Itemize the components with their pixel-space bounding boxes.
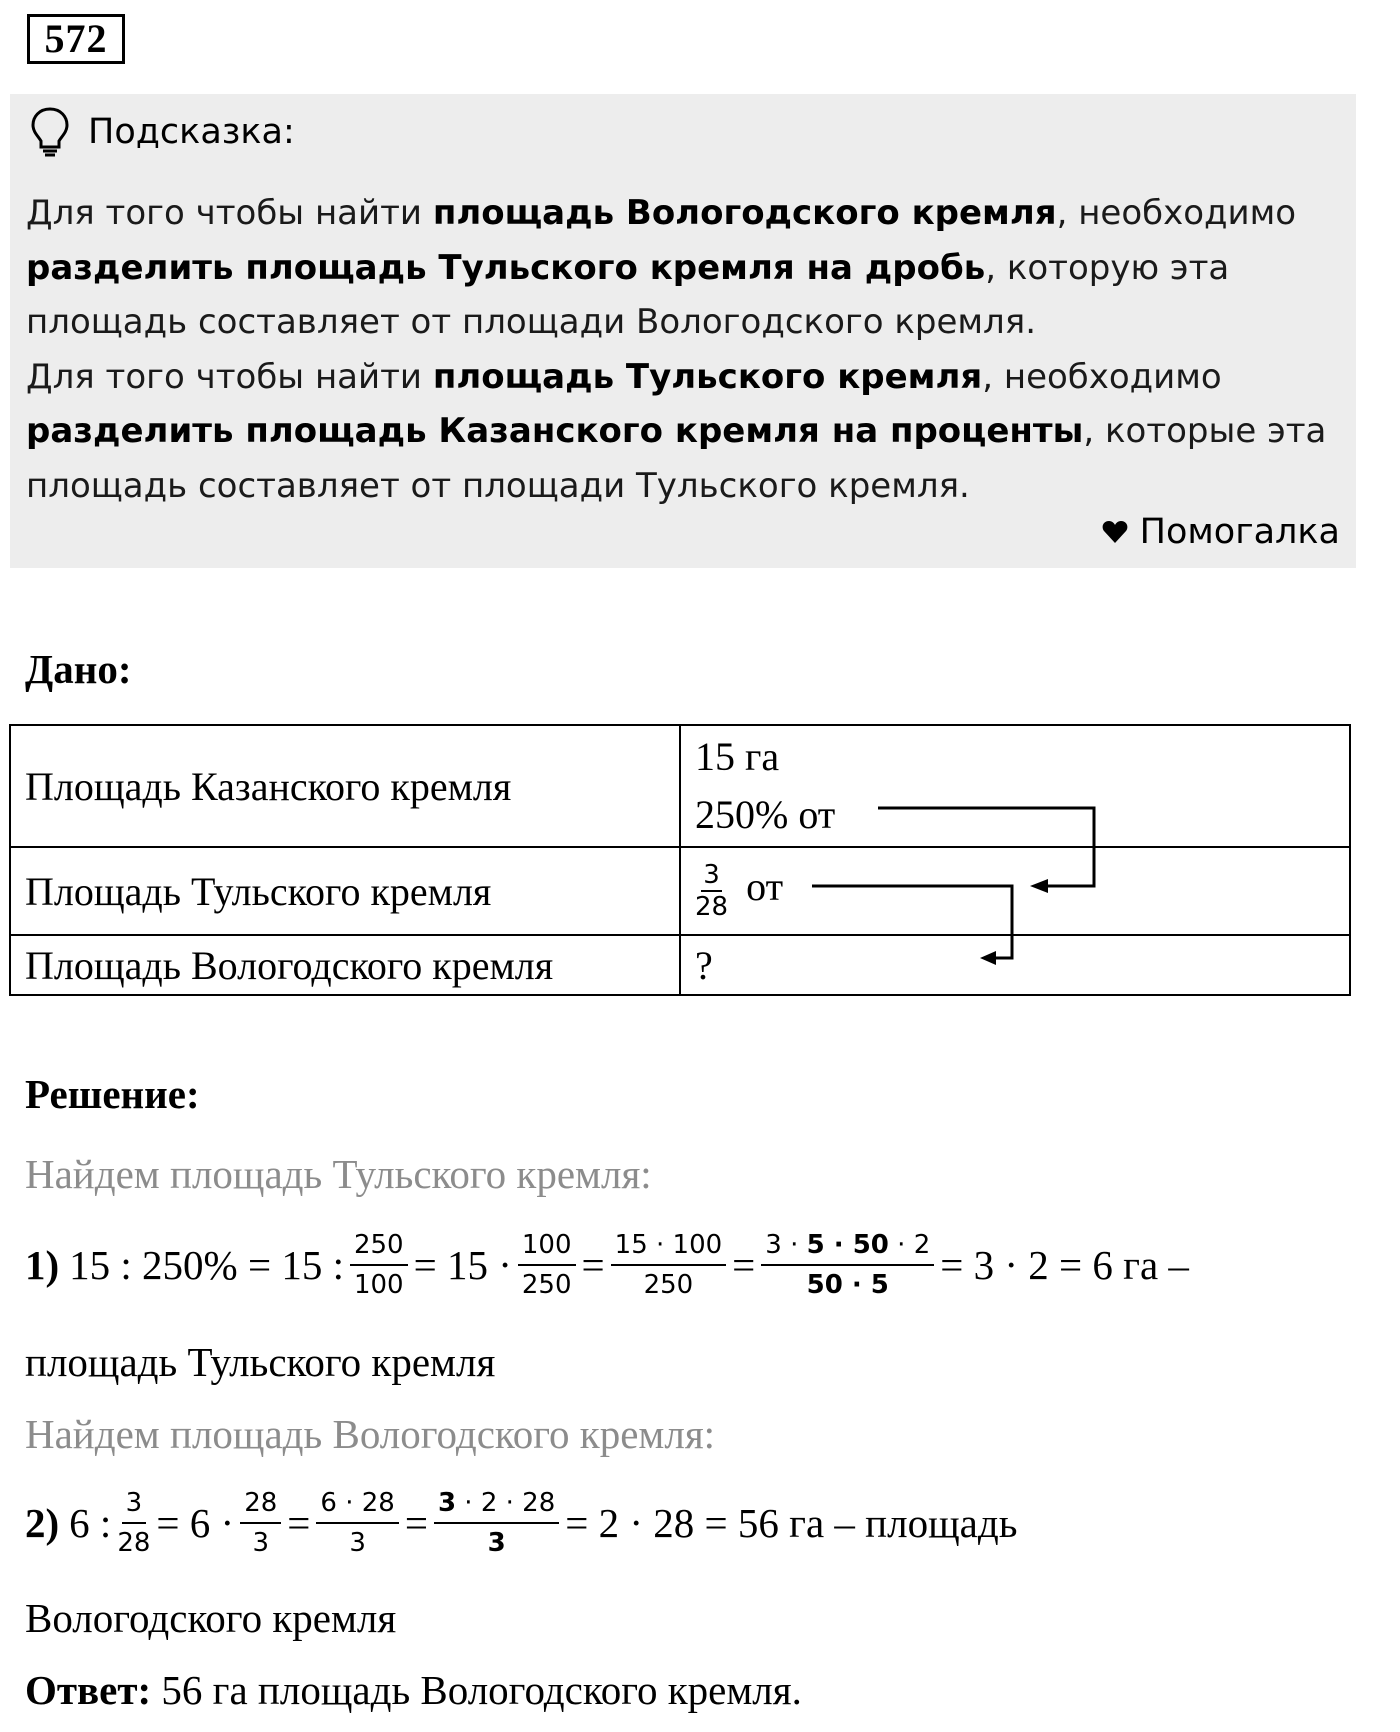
fraction-numerator: 100 — [518, 1226, 576, 1266]
step1-intro: Найдем площадь Тульского кремля: — [25, 1151, 652, 1197]
given-table — [9, 724, 1351, 996]
hint-text-part: , которую эта — [985, 247, 1230, 288]
solution-heading: Решение: — [25, 1071, 200, 1117]
value-suffix: от — [746, 864, 784, 910]
table-cell-value — [680, 725, 1350, 847]
hint-text-part: площадь составляет от площади Вологодского кремля. — [26, 302, 1037, 342]
answer-text: 56 га площадь Вологодского кремля. — [151, 1667, 802, 1713]
hint-text — [26, 186, 1346, 513]
fraction-denominator: 3 — [252, 1528, 269, 1558]
eq-text: = 3 · 2 = 6 га – — [940, 1242, 1189, 1288]
fraction — [316, 1484, 398, 1562]
heart-icon — [1102, 520, 1128, 544]
fraction — [350, 1226, 408, 1304]
hint-text-part: , необходимо — [1056, 193, 1297, 233]
eq-text: = — [404, 1500, 428, 1546]
fraction-numerator: 3 — [122, 1484, 147, 1524]
lightbulb-icon — [30, 106, 70, 158]
fraction — [695, 860, 728, 922]
fraction-denominator: 250 — [643, 1270, 694, 1300]
hint-title: Подсказка: — [88, 112, 295, 152]
table-cell-value — [680, 847, 1350, 935]
answer-label: Ответ: — [25, 1667, 152, 1713]
fraction — [240, 1484, 281, 1562]
eq-text: = 2 · 28 = 56 га – площадь — [565, 1500, 1018, 1546]
step1-equation — [25, 1226, 1189, 1304]
hint-box — [10, 94, 1356, 568]
numerator-part: · 2 · 28 — [456, 1488, 556, 1518]
fraction — [117, 1484, 150, 1562]
table-row — [10, 725, 1350, 847]
hint-text-part: Для того чтобы найти — [26, 193, 433, 233]
fraction-numerator — [434, 1484, 559, 1524]
fraction-denominator: 28 — [117, 1528, 151, 1558]
numerator-part: · 2 — [888, 1230, 931, 1260]
table-cell-label: Площадь Вологодского кремля — [10, 935, 680, 995]
hint-header — [30, 104, 295, 160]
step-label: 2) — [25, 1500, 60, 1546]
fraction — [518, 1226, 576, 1304]
fraction-denominator: 50 · 5 — [806, 1270, 889, 1300]
table-cell-value: ? — [680, 935, 1350, 995]
fraction-numerator: 250 — [350, 1226, 408, 1266]
hint-text-bold: площадь Тульского кремля — [432, 356, 983, 397]
hint-text-part: , необходимо — [982, 356, 1222, 397]
eq-text: = 6 · — [156, 1500, 235, 1546]
hint-signature-text: Помогалка — [1139, 512, 1340, 552]
hint-text-bold: площадь Вологодского кремля — [432, 193, 1057, 233]
numerator-part-bold: 5 · 50 — [806, 1230, 889, 1260]
value-line: 250% от — [695, 792, 836, 837]
fraction-numerator: 6 · 28 — [316, 1484, 398, 1524]
hint-text-part: , которые эта — [1083, 411, 1327, 451]
fraction-denominator: 3 — [487, 1528, 506, 1558]
hint-signature — [1102, 512, 1340, 552]
fraction-numerator: 15 · 100 — [611, 1226, 727, 1266]
hint-text-part: площадь составляет от площади Тульского кремля. — [26, 465, 970, 506]
step2-tail: Вологодского кремля — [25, 1595, 397, 1641]
hint-text-part: Для того чтобы найти — [26, 356, 433, 397]
value-line: 15 га — [695, 734, 780, 779]
table-cell-label: Площадь Тульского кремля — [10, 847, 680, 935]
hint-text-bold: разделить площадь Тульского кремля на дробь — [26, 247, 986, 288]
table-row — [10, 935, 1350, 995]
fraction-denominator: 250 — [521, 1270, 572, 1300]
eq-text: = — [732, 1242, 756, 1288]
step2-intro: Найдем площадь Вологодского кремля: — [25, 1411, 716, 1457]
eq-text: = — [581, 1242, 605, 1288]
eq-text: = — [287, 1500, 311, 1546]
fraction — [434, 1484, 559, 1562]
fraction-denominator: 28 — [695, 892, 729, 922]
step1-tail: площадь Тульского кремля — [25, 1339, 496, 1385]
eq-text: = 15 · — [413, 1242, 512, 1288]
fraction-numerator — [761, 1226, 934, 1266]
hint-text-bold: разделить площадь Казанского кремля на проценты — [26, 411, 1084, 451]
fraction — [611, 1226, 727, 1304]
task-number: 572 — [27, 14, 125, 64]
given-heading: Дано: — [25, 646, 132, 692]
numerator-part: 3 · — [765, 1230, 807, 1260]
fraction-denominator: 3 — [349, 1528, 366, 1558]
eq-text: 6 : — [69, 1500, 112, 1546]
table-cell-label: Площадь Казанского кремля — [10, 725, 680, 847]
fraction-numerator: 3 — [703, 860, 720, 890]
answer-line — [25, 1666, 802, 1714]
eq-text: 15 : 250% = 15 : — [69, 1242, 344, 1288]
step2-equation — [25, 1484, 1017, 1562]
fraction-numerator: 28 — [240, 1484, 281, 1524]
step-label: 1) — [25, 1242, 60, 1288]
fraction-denominator: 100 — [353, 1270, 404, 1300]
numerator-part-bold: 3 — [437, 1488, 457, 1518]
table-row — [10, 847, 1350, 935]
fraction — [761, 1226, 934, 1304]
